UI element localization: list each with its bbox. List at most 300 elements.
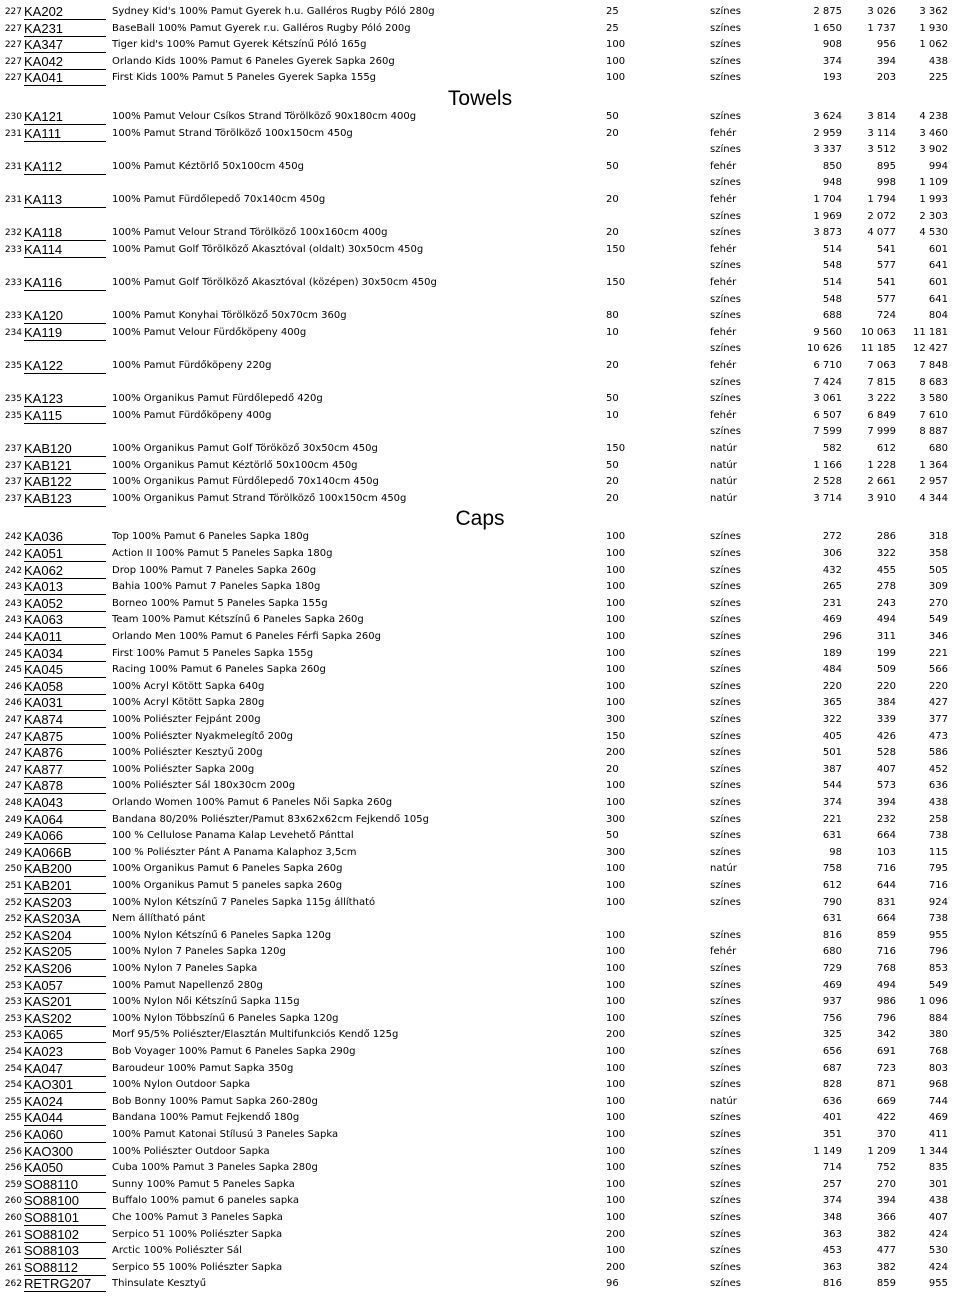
price-tier-2: 669 <box>876 1096 896 1107</box>
price-tier-1: 656 <box>822 1046 842 1057</box>
price-tier-2: 278 <box>876 581 896 592</box>
product-color: fehér <box>710 128 737 139</box>
product-description: Serpico 51 100% Poliészter Sapka <box>112 1229 283 1240</box>
price-tier-2: 3 114 <box>867 128 896 139</box>
carton-quantity: 80 <box>606 310 619 321</box>
price-tier-2: 895 <box>876 161 896 172</box>
price-tier-1: 758 <box>822 863 842 874</box>
price-tier-1: 612 <box>822 880 842 891</box>
price-tier-2: 541 <box>876 244 896 255</box>
price-tier-2: 7 999 <box>867 426 896 437</box>
product-code: SO88102 <box>24 1227 106 1243</box>
product-color: színes <box>710 260 741 271</box>
price-tier-3: 377 <box>928 714 948 725</box>
product-color: natúr <box>710 443 737 454</box>
product-code: KA045 <box>24 662 106 678</box>
product-color: színes <box>710 764 741 775</box>
page-number: 253 <box>4 1014 22 1024</box>
product-color: színes <box>710 797 741 808</box>
carton-quantity: 100 <box>606 39 626 50</box>
product-color: színes <box>710 697 741 708</box>
price-tier-3: 7 610 <box>919 410 948 421</box>
product-code: KA044 <box>24 1110 106 1126</box>
price-tier-1: 3 061 <box>813 393 842 404</box>
page-number: 231 <box>4 195 22 205</box>
price-tier-2: 422 <box>876 1112 896 1123</box>
price-tier-3: 586 <box>928 747 948 758</box>
product-description: 100% Pamut Konyhai Törölköző 50x70cm 360g <box>112 310 347 321</box>
price-tier-1: 296 <box>822 631 842 642</box>
carton-quantity: 100 <box>606 797 626 808</box>
product-code: KA121 <box>24 109 106 125</box>
product-description: Bandana 80/20% Poliészter/Pamut 83x62x62cm Fejkendő 105g <box>112 814 429 825</box>
page-number: 235 <box>4 411 22 421</box>
price-tier-3: 3 460 <box>919 128 948 139</box>
price-tier-2: 716 <box>876 863 896 874</box>
price-tier-3: 380 <box>928 1029 948 1040</box>
product-color: színes <box>710 39 741 50</box>
product-description: Morf 95/5% Poliészter/Elasztán Multifunkciós Kendő 125g <box>112 1029 399 1040</box>
page-number: 245 <box>4 665 22 675</box>
product-description: 100% Poliészter Sapka 200g <box>112 764 255 775</box>
product-code: KA347 <box>24 37 106 53</box>
price-tier-3: 4 238 <box>919 111 948 122</box>
price-tier-1: 3 337 <box>813 144 842 155</box>
carton-quantity: 100 <box>606 664 626 675</box>
price-tier-3: 2 303 <box>919 211 948 222</box>
price-tier-1: 1 149 <box>813 1146 842 1157</box>
carton-quantity: 100 <box>606 1162 626 1173</box>
product-code: KA023 <box>24 1044 106 1060</box>
product-description: 100% Poliészter Kesztyű 200g <box>112 747 263 758</box>
page-number: 249 <box>4 831 22 841</box>
product-description: Orlando Kids 100% Pamut 6 Paneles Gyerek Sapka 260g <box>112 56 395 67</box>
product-description: Sydney Kid's 100% Pamut Gyerek h.u. Galléros Rugby Póló 280g <box>112 6 435 17</box>
product-code: KAO301 <box>24 1077 106 1093</box>
price-tier-1: 636 <box>822 1096 842 1107</box>
product-code: KA043 <box>24 795 106 811</box>
price-tier-2: 577 <box>876 260 896 271</box>
product-color: színes <box>710 1029 741 1040</box>
price-tier-1: 582 <box>822 443 842 454</box>
product-color: natúr <box>710 493 737 504</box>
product-color: színes <box>710 1046 741 1057</box>
product-color: natúr <box>710 1096 737 1107</box>
product-code: KAB123 <box>24 491 106 507</box>
product-color: színes <box>710 664 741 675</box>
product-color: színes <box>710 614 741 625</box>
page-number: 247 <box>4 765 22 775</box>
price-tier-3: 641 <box>928 294 948 305</box>
page-number: 254 <box>4 1080 22 1090</box>
product-description: 100% Pamut Fürdőlepedő 70x140cm 450g <box>112 194 326 205</box>
price-tier-3: 601 <box>928 244 948 255</box>
product-color: színes <box>710 72 741 83</box>
product-color: színes <box>710 830 741 841</box>
price-tier-2: 724 <box>876 310 896 321</box>
product-description: 100% Nylon 7 Paneles Sapka 120g <box>112 946 286 957</box>
product-color: natúr <box>710 460 737 471</box>
price-tier-1: 544 <box>822 780 842 791</box>
price-tier-1: 3 624 <box>813 111 842 122</box>
price-tier-1: 816 <box>822 930 842 941</box>
price-tier-2: 691 <box>876 1046 896 1057</box>
price-tier-1: 2 875 <box>813 6 842 17</box>
carton-quantity: 150 <box>606 277 626 288</box>
price-tier-2: 577 <box>876 294 896 305</box>
product-description: Bahia 100% Pamut 7 Paneles Sapka 180g <box>112 581 321 592</box>
price-tier-3: 1 364 <box>919 460 948 471</box>
carton-quantity: 300 <box>606 814 626 825</box>
price-tier-2: 664 <box>876 913 896 924</box>
price-tier-2: 716 <box>876 946 896 957</box>
price-tier-3: 549 <box>928 614 948 625</box>
price-tier-1: 1 969 <box>813 211 842 222</box>
product-code: KA202 <box>24 4 106 20</box>
product-code: KA036 <box>24 529 106 545</box>
product-code: KA115 <box>24 408 106 424</box>
product-description: 100 % Poliészter Pánt A Panama Kalaphoz 3,5cm <box>112 847 357 858</box>
price-tier-2: 612 <box>876 443 896 454</box>
page-number: 237 <box>4 444 22 454</box>
page-number: 227 <box>4 40 22 50</box>
product-description: Orlando Women 100% Pamut 6 Paneles Női Sapka 260g <box>112 797 393 808</box>
carton-quantity: 20 <box>606 128 619 139</box>
price-tier-3: 1 930 <box>919 23 948 34</box>
price-tier-2: 232 <box>876 814 896 825</box>
product-color: színes <box>710 1079 741 1090</box>
price-tier-2: 796 <box>876 1013 896 1024</box>
page-number: 260 <box>4 1196 22 1206</box>
product-code: KA047 <box>24 1061 106 1077</box>
page-number: 249 <box>4 848 22 858</box>
product-color: színes <box>710 681 741 692</box>
product-code: KAB201 <box>24 878 106 894</box>
page-number: 261 <box>4 1246 22 1256</box>
product-color: színes <box>710 377 741 388</box>
price-tier-1: 631 <box>822 913 842 924</box>
page-number: 231 <box>4 129 22 139</box>
carton-quantity: 100 <box>606 780 626 791</box>
price-tier-1: 501 <box>822 747 842 758</box>
page-number: 256 <box>4 1147 22 1157</box>
price-tier-2: 394 <box>876 797 896 808</box>
price-tier-2: 956 <box>876 39 896 50</box>
page-number: 231 <box>4 162 22 172</box>
product-code: KAS203 <box>24 895 106 911</box>
product-code: KA231 <box>24 21 106 37</box>
product-code: KA024 <box>24 1094 106 1110</box>
product-description: 100% Pamut Strand Törölköző 100x150cm 450g <box>112 128 353 139</box>
page-number: 261 <box>4 1263 22 1273</box>
price-tier-3: 7 848 <box>919 360 948 371</box>
product-description: Serpico 55 100% Poliészter Sapka <box>112 1262 283 1273</box>
product-color: színes <box>710 747 741 758</box>
price-tier-1: 7 424 <box>813 377 842 388</box>
product-description: Borneo 100% Pamut 5 Paneles Sapka 155g <box>112 598 328 609</box>
price-tier-1: 631 <box>822 830 842 841</box>
product-color: színes <box>710 1195 741 1206</box>
page-number: 243 <box>4 599 22 609</box>
carton-quantity: 100 <box>606 1195 626 1206</box>
price-tier-1: 948 <box>822 177 842 188</box>
price-tier-3: 803 <box>928 1063 948 1074</box>
price-tier-1: 469 <box>822 980 842 991</box>
carton-quantity: 100 <box>606 581 626 592</box>
price-tier-2: 370 <box>876 1129 896 1140</box>
product-color: színes <box>710 1129 741 1140</box>
product-code: KAS204 <box>24 928 106 944</box>
carton-quantity: 100 <box>606 631 626 642</box>
price-tier-1: 1 166 <box>813 460 842 471</box>
product-description: 100% Organikus Pamut Fürdőlepedő 420g <box>112 393 323 404</box>
price-tier-1: 272 <box>822 531 842 542</box>
product-color: színes <box>710 294 741 305</box>
product-code: KAS202 <box>24 1011 106 1027</box>
page-number: 245 <box>4 649 22 659</box>
price-tier-3: 1 109 <box>919 177 948 188</box>
product-description: Tiger kid's 100% Pamut Gyerek Kétszínű Póló 165g <box>112 39 367 50</box>
product-color: színes <box>710 648 741 659</box>
price-tier-1: 348 <box>822 1212 842 1223</box>
price-tier-3: 955 <box>928 930 948 941</box>
price-tier-3: 438 <box>928 797 948 808</box>
price-tier-3: 3 362 <box>919 6 948 17</box>
price-tier-2: 986 <box>876 996 896 1007</box>
price-tier-2: 2 661 <box>867 476 896 487</box>
price-tier-3: 12 427 <box>913 343 948 354</box>
price-tier-1: 363 <box>822 1262 842 1273</box>
carton-quantity: 100 <box>606 1179 626 1190</box>
product-description: Nem állítható pánt <box>112 913 206 924</box>
price-tier-1: 432 <box>822 565 842 576</box>
price-tier-2: 382 <box>876 1262 896 1273</box>
price-tier-2: 859 <box>876 930 896 941</box>
price-tier-1: 189 <box>822 648 842 659</box>
product-description: 100% Organikus Pamut Kéztörlő 50x100cm 450g <box>112 460 358 471</box>
product-color: színes <box>710 426 741 437</box>
price-tier-1: 548 <box>822 260 842 271</box>
price-tier-2: 382 <box>876 1229 896 1240</box>
carton-quantity: 100 <box>606 880 626 891</box>
page-number: 247 <box>4 781 22 791</box>
page-number: 243 <box>4 582 22 592</box>
product-color: színes <box>710 343 741 354</box>
price-tier-2: 6 849 <box>867 410 896 421</box>
product-color: színes <box>710 598 741 609</box>
carton-quantity: 150 <box>606 443 626 454</box>
price-tier-1: 351 <box>822 1129 842 1140</box>
product-description: Top 100% Pamut 6 Paneles Sapka 180g <box>112 531 309 542</box>
product-color: színes <box>710 980 741 991</box>
price-tier-1: 306 <box>822 548 842 559</box>
carton-quantity: 150 <box>606 244 626 255</box>
carton-quantity: 10 <box>606 410 619 421</box>
page-number: 252 <box>4 914 22 924</box>
product-code: KA875 <box>24 729 106 745</box>
page-number: 247 <box>4 715 22 725</box>
product-color: fehér <box>710 244 737 255</box>
price-tier-2: 384 <box>876 697 896 708</box>
carton-quantity: 100 <box>606 996 626 1007</box>
page-number: 246 <box>4 698 22 708</box>
carton-quantity: 100 <box>606 897 626 908</box>
product-code: KA060 <box>24 1127 106 1143</box>
price-tier-3: 795 <box>928 863 948 874</box>
product-code: RETRG207 <box>24 1276 106 1292</box>
price-tier-2: 1 209 <box>867 1146 896 1157</box>
carton-quantity: 20 <box>606 764 619 775</box>
price-tier-1: 714 <box>822 1162 842 1173</box>
product-color: színes <box>710 393 741 404</box>
page-number: 256 <box>4 1163 22 1173</box>
page-number: 233 <box>4 245 22 255</box>
product-code: KA011 <box>24 629 106 645</box>
price-tier-1: 850 <box>822 161 842 172</box>
carton-quantity: 100 <box>606 946 626 957</box>
page-number: 244 <box>4 632 22 642</box>
product-description: 100% Poliészter Sál 180x30cm 200g <box>112 780 296 791</box>
price-tier-2: 1 737 <box>867 23 896 34</box>
product-code: KA113 <box>24 192 106 208</box>
product-color: színes <box>710 780 741 791</box>
product-color: színes <box>710 581 741 592</box>
carton-quantity: 300 <box>606 714 626 725</box>
carton-quantity: 100 <box>606 614 626 625</box>
carton-quantity: 100 <box>606 548 626 559</box>
price-tier-2: 243 <box>876 598 896 609</box>
page-number: 253 <box>4 1030 22 1040</box>
product-color: színes <box>710 111 741 122</box>
price-tier-2: 509 <box>876 664 896 675</box>
carton-quantity: 50 <box>606 111 619 122</box>
product-color: színes <box>710 1063 741 1074</box>
price-tier-3: 221 <box>928 648 948 659</box>
product-description: Thinsulate Kesztyű <box>112 1278 207 1289</box>
product-description: 100 % Cellulose Panama Kalap Levehető Pánttal <box>112 830 354 841</box>
price-tier-2: 2 072 <box>867 211 896 222</box>
price-tier-2: 1 228 <box>867 460 896 471</box>
price-tier-2: 768 <box>876 963 896 974</box>
page-number: 235 <box>4 394 22 404</box>
price-tier-3: 301 <box>928 1179 948 1190</box>
price-tier-2: 394 <box>876 56 896 67</box>
price-tier-1: 374 <box>822 797 842 808</box>
product-color: színes <box>710 930 741 941</box>
page-number: 233 <box>4 278 22 288</box>
product-color: színes <box>710 23 741 34</box>
product-code: KAS201 <box>24 994 106 1010</box>
product-color: színes <box>710 6 741 17</box>
price-tier-2: 494 <box>876 980 896 991</box>
carton-quantity: 100 <box>606 980 626 991</box>
product-code: KA063 <box>24 612 106 628</box>
carton-quantity: 100 <box>606 1079 626 1090</box>
product-description: 100% Organikus Pamut Golf Törököző 30x50cm 450g <box>112 443 378 454</box>
product-description: Buffalo 100% pamut 6 paneles sapka <box>112 1195 299 1206</box>
price-tier-2: 199 <box>876 648 896 659</box>
carton-quantity: 300 <box>606 847 626 858</box>
price-tier-1: 325 <box>822 1029 842 1040</box>
price-tier-1: 2 528 <box>813 476 842 487</box>
product-description: 100% Acryl Kötött Sapka 640g <box>112 681 265 692</box>
price-tier-2: 203 <box>876 72 896 83</box>
product-color: színes <box>710 1146 741 1157</box>
price-tier-2: 664 <box>876 830 896 841</box>
price-tier-1: 401 <box>822 1112 842 1123</box>
page-number: 253 <box>4 981 22 991</box>
product-code: KA118 <box>24 225 106 241</box>
price-tier-3: 1 344 <box>919 1146 948 1157</box>
price-tier-1: 7 599 <box>813 426 842 437</box>
price-tier-3: 220 <box>928 681 948 692</box>
product-description: 100% Organikus Pamut 5 paneles sapka 260g <box>112 880 343 891</box>
price-tier-1: 3 714 <box>813 493 842 504</box>
price-tier-3: 309 <box>928 581 948 592</box>
product-description: Che 100% Pamut 3 Paneles Sapka <box>112 1212 283 1223</box>
product-code: KA031 <box>24 695 106 711</box>
page-number: 242 <box>4 532 22 542</box>
product-description: 100% Pamut Katonai Stílusú 3 Paneles Sapka <box>112 1129 339 1140</box>
product-color: fehér <box>710 410 737 421</box>
carton-quantity: 20 <box>606 360 619 371</box>
price-tier-2: 831 <box>876 897 896 908</box>
price-tier-2: 10 063 <box>861 327 896 338</box>
product-code: KA050 <box>24 1160 106 1176</box>
carton-quantity: 200 <box>606 747 626 758</box>
price-tier-1: 322 <box>822 714 842 725</box>
price-tier-1: 908 <box>822 39 842 50</box>
price-tier-1: 257 <box>822 1179 842 1190</box>
product-color: színes <box>710 56 741 67</box>
product-code: KA877 <box>24 762 106 778</box>
price-tier-3: 225 <box>928 72 948 83</box>
price-tier-1: 729 <box>822 963 842 974</box>
price-tier-3: 716 <box>928 880 948 891</box>
price-tier-3: 318 <box>928 531 948 542</box>
product-code: KA062 <box>24 563 106 579</box>
product-description: 100% Pamut Velour Csíkos Strand Törölköző 90x180cm 400g <box>112 111 417 122</box>
product-description: 100% Organikus Pamut 6 Paneles Sapka 260g <box>112 863 343 874</box>
carton-quantity: 50 <box>606 161 619 172</box>
price-tier-2: 3 512 <box>867 144 896 155</box>
page-number: 249 <box>4 815 22 825</box>
product-description: 100% Pamut Kéztörlő 50x100cm 450g <box>112 161 304 172</box>
price-tier-1: 387 <box>822 764 842 775</box>
price-tier-2: 407 <box>876 764 896 775</box>
carton-quantity: 100 <box>606 1096 626 1107</box>
carton-quantity: 100 <box>606 1245 626 1256</box>
price-tier-2: 342 <box>876 1029 896 1040</box>
carton-quantity: 100 <box>606 1046 626 1057</box>
product-code: SO88112 <box>24 1260 106 1276</box>
product-color: színes <box>710 897 741 908</box>
price-tier-1: 1 704 <box>813 194 842 205</box>
product-description: Drop 100% Pamut 7 Paneles Sapka 260g <box>112 565 317 576</box>
product-description: First Kids 100% Pamut 5 Paneles Gyerek Sapka 155g <box>112 72 377 83</box>
product-description: 100% Nylon Kétszínű 6 Paneles Sapka 120g <box>112 930 332 941</box>
price-tier-1: 756 <box>822 1013 842 1024</box>
page-number: 252 <box>4 931 22 941</box>
price-tier-3: 955 <box>928 1278 948 1289</box>
product-color: színes <box>710 631 741 642</box>
carton-quantity: 50 <box>606 460 619 471</box>
price-tier-2: 4 077 <box>867 227 896 238</box>
product-description: 100% Pamut Golf Törölköző Akasztóval (oldalt) 30x50cm 450g <box>112 244 424 255</box>
product-description: BaseBall 100% Pamut Gyerek r.u. Galléros Rugby Póló 200g <box>112 23 411 34</box>
carton-quantity: 50 <box>606 830 619 841</box>
price-tier-3: 530 <box>928 1245 948 1256</box>
